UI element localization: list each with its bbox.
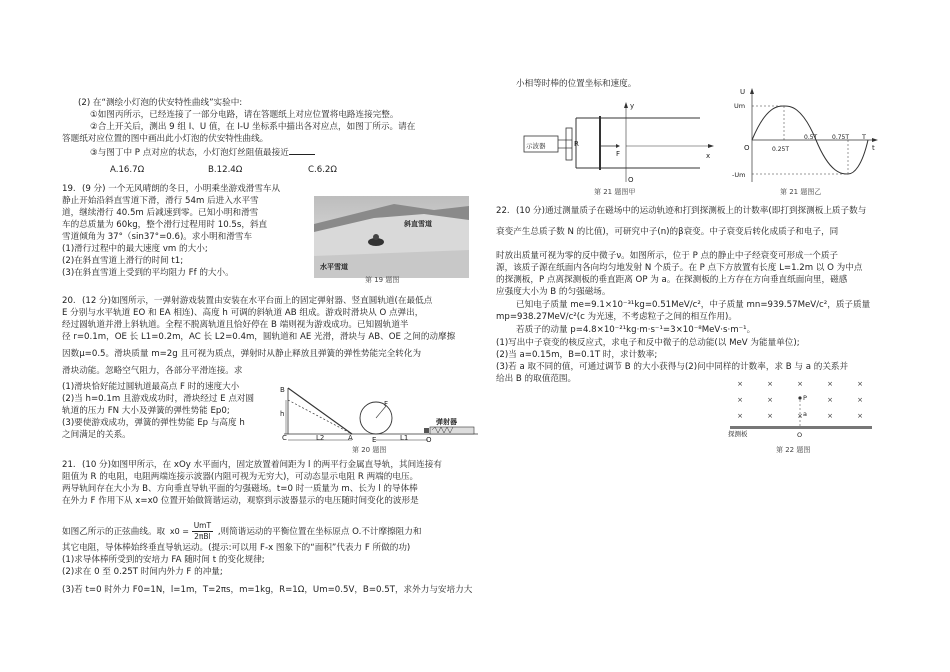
q18-step2b: 答题纸对应位置的图中画出此小灯泡的伏安特性曲线。: [62, 134, 269, 144]
svg-text:×: ×: [827, 412, 833, 420]
q19-line2: 静止开始沿斜直雪道下滑，滑行 54m 后进入水平雪: [62, 196, 259, 206]
q20-label-h: h: [280, 410, 285, 418]
q22-label-o: O: [797, 431, 803, 439]
svg-text:×: ×: [797, 380, 803, 388]
svg-text:×: ×: [737, 380, 743, 388]
q22-number: 22.: [496, 206, 510, 216]
q19-caption: 第 19 题图: [365, 276, 400, 284]
q22-line8: mp=938.27MeV/c²(c 为光速，不考虑粒子之间的相互作用)。: [496, 312, 737, 322]
q21-tail: 小相等时棒的位置坐标和速度。: [516, 79, 637, 89]
q21-part2: (2)求在 0 至 0.25T 时间内外力 F 的冲量;: [62, 567, 223, 577]
svg-text:×: ×: [857, 380, 863, 388]
q21-figure-b: [732, 86, 880, 186]
q19-line3: 道，继续滑行 40.5m 后减速到零。已知小明和滑雪: [62, 208, 259, 218]
q22-label-board: 探测板: [728, 430, 748, 438]
q20-diagram: [280, 378, 480, 444]
svg-text:×: ×: [857, 412, 863, 420]
q21a-caption: 第 21 题图甲: [594, 188, 636, 196]
q20-label-l2: L2: [316, 434, 325, 442]
q19-part1: (1)滑行过程中的最大速度 vm 的大小;: [62, 244, 208, 254]
q22-line3: 时放出质量可视为零的反中微子ν。如图所示，位于 P 点的静止中子经衰变可形成一个质子: [496, 251, 839, 261]
q22-label-a: a: [803, 410, 807, 418]
svg-text:×: ×: [797, 412, 803, 420]
q20-label-l1: L1: [400, 434, 409, 442]
svg-text:×: ×: [857, 396, 863, 404]
q21a-label-x: x: [706, 152, 711, 160]
q21-line4: 在外力 F 作用下从 x=x0 位置开始做简谐运动，观察到示波器显示的电压随时间变化的波形是: [62, 496, 419, 506]
q21-part3: (3)若 t=0 时外力 F0=1N，l=1m，T=2πs，m=1kg，R=1Ω，Um=0.5V，B=0.5T，求外力与安培力大: [62, 585, 473, 595]
q20-label-launcher: 弹射器: [436, 418, 457, 426]
q22-part1: (1)写出中子衰变的核反应式，求电子和反中微子的总动能(以 MeV 为能量单位);: [496, 338, 800, 348]
q20-line3: 经过圆轨道并滑上斜轨道。全程不脱离轨道且恰好停在 B 端则视为游戏成功。已知圆轨道半: [62, 320, 409, 330]
q19-part3: (3)在斜直雪道上受到的平均阻力 Ff 的大小。: [62, 268, 234, 278]
q20-label-e: E: [372, 436, 377, 444]
svg-text:×: ×: [827, 396, 833, 404]
q18-step3: ③与图丁中 P 点对应的状态，小灯泡灯丝阻值最接近: [90, 145, 315, 160]
q21a-label-y: y: [630, 102, 635, 110]
q20-part2a: (2)当 h=0.1m 且游戏成功时，滑块经过 E 点对圆: [62, 394, 255, 404]
q19-snow-photo: [314, 196, 469, 278]
q18-option-a: A.16.7Ω: [110, 165, 145, 175]
q21-formula: x0 = UmT 2πBl: [169, 521, 212, 541]
q20-line4: 径 r=0.1m，OE 长 L1=0.2m，AC 长 L2=0.4m，圆轨道和 AE 光滑，滑块与 AB、OE 之间的动摩擦: [62, 332, 456, 342]
svg-text:×: ×: [767, 396, 773, 404]
q21-number: 21.: [62, 460, 76, 470]
q18-step1: ①如图丙所示，已经连接了一部分电路，请在答题纸上对应位置将电路连接完整。: [90, 110, 399, 120]
svg-text:×: ×: [827, 380, 833, 388]
q19-label-flat: 水平雪道: [320, 263, 348, 271]
q20-part1: (1)滑块恰好能过圆轨道最高点 F 时的速度大小: [62, 382, 240, 392]
q21b-caption: 第 21 题图乙: [780, 188, 822, 196]
q19-number: 19.: [62, 184, 76, 194]
q22-line6: 应强度大小为 B 的匀强磁场。: [496, 287, 611, 297]
q18-option-b: B.12.4Ω: [208, 165, 243, 175]
svg-text:×: ×: [737, 396, 743, 404]
q21b-label-t-axis: t: [872, 144, 875, 152]
q22-diagram: [726, 372, 876, 440]
q22-line4: 源，该质子源在纸面内各向均匀地发射 N 个质子。在 P 点下方放置有长度 L=1.2m 以 O 为中点: [496, 263, 863, 273]
q22-part2: (2)当 a=0.15m，B=0.1T 时，求计数率;: [496, 350, 658, 360]
q21a-label-r: R: [574, 140, 579, 148]
q21-part1: (1)求导体棒所受到的安培力 FA 随时间 t 的变化规律;: [62, 555, 265, 565]
svg-text:×: ×: [767, 412, 773, 420]
q21b-label-um: Um: [734, 102, 746, 110]
q21b-label-u: U: [740, 88, 746, 96]
q22-caption: 第 22 题图: [776, 446, 811, 454]
q20-part3b: 之间满足的关系。: [62, 430, 131, 440]
q20-caption: 第 20 题图: [352, 446, 387, 454]
q19-label-slope: 斜直雪道: [404, 220, 432, 228]
q22-line5: 的探测板，P 点离探测板的垂直距离 OP 为 a。在探测板的上方存在方向垂直纸面向里，磁感: [496, 275, 848, 285]
q22-line2: 衰变产生总质子数 N 的比值)，可研究中子(n)的β衰变。中子衰变后转化成质子和电子，同: [496, 227, 839, 237]
q21a-label-scope: 示波器: [526, 142, 546, 150]
q18-intro: (2) 在“测绘小灯泡的伏安特性曲线”实验中:: [78, 98, 243, 108]
svg-text:×: ×: [767, 380, 773, 388]
q21-line3: 两导轨间存在大小为 B、方向垂直导轨平面的匀强磁场。t=0 时一质量为 m、长为 l 的导体棒: [62, 484, 418, 494]
q22-part3b: 给出 B 的取值范围。: [496, 374, 577, 384]
q20-label-o: O: [426, 436, 432, 444]
q21-line5: 如图乙所示的正弦曲线。取 x0 = UmT 2πBl ,则简谐运动的平衡位置在坐标原点 O.不计摩擦阻力和: [62, 521, 422, 541]
q20-line1: (12 分)如图所示，一弹射游戏装置由安装在水平台面上的固定弹射器、竖直圆轨道(在最低点: [82, 296, 433, 306]
q21b-label-half: 0.5T: [804, 134, 818, 141]
q21-line2: 阻值为 R 的电阻，电阻两端连接示波器(内阻可视为无穷大)，可动态显示电阻 R 两端的电压。: [62, 472, 419, 482]
q21-figure-a: [520, 96, 716, 188]
q19-line4: 车的总质量为 60kg，整个滑行过程用时 10.5s，斜直: [62, 220, 268, 230]
q18-option-c: C.6.2Ω: [308, 165, 337, 175]
q20-line5: 因数μ=0.5。滑块质量 m=2g 且可视为质点，弹射时从静止释放且弹簧的弹性势能完全转化为: [62, 349, 422, 359]
svg-text:×: ×: [737, 412, 743, 420]
q22-line9: 若质子的动量 p=4.8×10⁻²¹kg·m·s⁻¹=3×10⁻⁸MeV·s·m⁻¹。: [516, 325, 756, 335]
q22-line7: 已知电子质量 me=9.1×10⁻³¹kg=0.51MeV/c²，中子质量 mn=939.57MeV/c²，质子质量: [516, 300, 871, 310]
q20-label-f: F: [384, 400, 389, 408]
q21-line6: 其它电阻，导体棒始终垂直导轨运动。(提示:可以用 F-x 图象下的“面积”代表力 F 所做的功): [62, 543, 411, 553]
q19-line1: (9 分) 一个无风晴朗的冬日，小明乘坐游戏滑雪车从: [82, 184, 281, 194]
q22-part3a: (3)若 a 取不同的值，可通过调节 B 的大小获得与(2)问中同样的计数率，求 B 与 a 的关系并: [496, 362, 849, 372]
q22-label-p: P: [803, 394, 807, 402]
q20-line6: 滑块动能。忽略空气阻力，各部分平滑连接。求: [62, 366, 243, 376]
q21-line1: (10 分)如图甲所示，在 xOy 水平面内，固定放置着间距为 l 的两平行金属直导轨，其间连接有: [82, 460, 442, 470]
q20-line2: E 分别与水平轨道 EO 和 EA 相连)、高度 h 可调的斜轨道 AB 组成。游戏时滑块从 O 点弹出，: [62, 308, 424, 318]
q21b-label-o: O: [744, 144, 750, 152]
q21b-label-neg-um: -Um: [732, 171, 746, 179]
q21b-label-quarter: 0.25T: [772, 146, 790, 153]
q20-part2b: 轨道的压力 FN 大小及弹簧的弹性势能 Ep0;: [62, 406, 230, 416]
q21b-label-three-quarter: 0.75T: [832, 134, 850, 141]
q21a-label-f: F: [616, 150, 621, 158]
q21a-label-o: O: [628, 176, 634, 184]
q19-part2: (2)在斜直雪道上滑行的时间 t1;: [62, 256, 184, 266]
q20-part3a: (3)要使游戏成功，弹簧的弹性势能 Ep 与高度 h: [62, 418, 245, 428]
q22-line1: (10 分)通过测量质子在磁场中的运动轨迹和打到探测板上的计数率(即打到探测板上质子数与: [516, 206, 867, 216]
q20-label-a: A: [348, 434, 353, 442]
q20-label-c: C: [282, 434, 287, 442]
q20-number: 20.: [62, 296, 76, 306]
q19-line5: 雪道倾角为 37°（sin37°=0.6)。求小明和滑雪车: [62, 232, 253, 242]
q18-step2a: ②合上开关后，测出 9 组 I、U 值，在 I-U 坐标系中描出各对应点，如图丁所示。请在: [90, 122, 416, 132]
q21b-label-t-period: T: [862, 133, 866, 141]
q20-label-b: B: [280, 386, 285, 394]
